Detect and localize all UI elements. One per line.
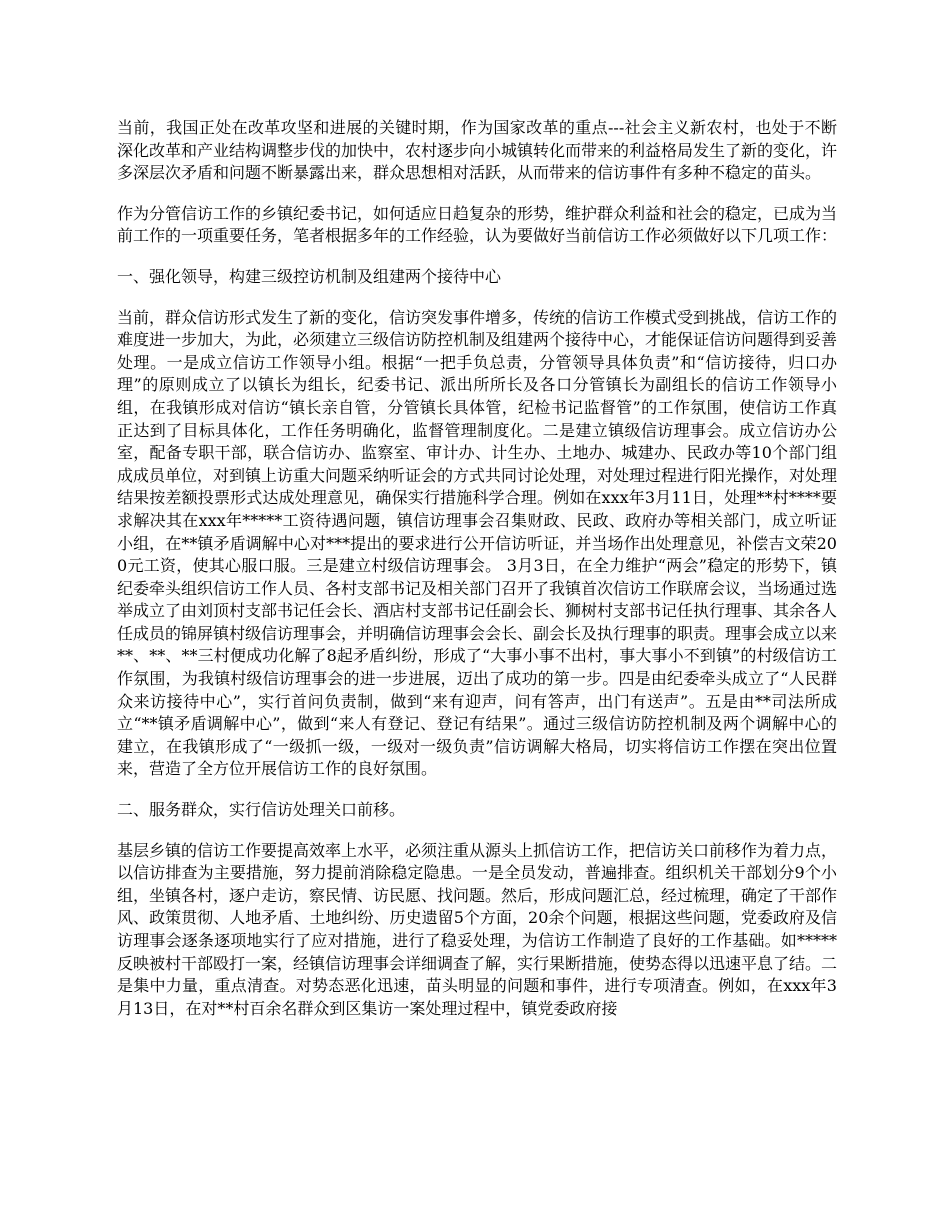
section-heading-2: 二、服务群众，实行信访处理关口前移。 (117, 800, 406, 820)
section-1-body: 当前，群众信访形式发生了新的变化，信访突发事件增多，传统的信访工作模式受到挑战，信访工作的难度进一步加大，为此，必须建立三级信访防控机制及组建两个接待中心，才能保证信访问题得到妥善处理。一是成立信访工作领导小组。根据“一把手负总责，分管领导具体负责”和“信访接待，归口办理”的原则成立了以镇长为组长，纪委书记、派出所所长及各口分管镇长为副组长的信访工作领导小组，在我镇形成对信访“镇长亲自管，分管镇长具体管，纪检书记监督管”的工作氛围，使信访工作真正达到了目标具体化，工作任务明确化，监督管理制度化。二是建立镇级信访理事会。成立信访办公室，配备专职干部，联合信访办、监察室、审计办、计生办、土地办、城建办、民政办等10个部门组成成员单位，对到镇上访重大问题采纳听证会的方式共同讨论处理，对处理过程进行阳光操作，对处理结果按差额投票形式达成处理意见，确保实行措施科学合理。例如在xxx年3月11日，处理**村****要求解决其在xxx年*****工资待遇问题，镇信访理事会召集财政、民政、政府办等相关部门，成立听证小组，在**镇矛盾调解中心对***提出的要求进行公开信访听证，并当场作出处理意见，补偿吉文荣200元工资，使其心服口服。三是建立村级信访理事会。 3月3日，在全力维护“两会”稳定的形势下，镇纪委牵头组织信访工作人员、各村支部书记及相关部门召开了我镇首次信访工作联席会议，当场通过选举成立了由刘顶村支部书记任会长、酒店村支部书记任副会长、狮树村支部书记任执行理事、其余各人任成员的锦屏镇村级信访理事会，并明确信访理事会会长、副会长及执行理事的职责。理事会成立以来**、**、**三村便成功化解了8起矛盾纠纷，形成了“大事小事不出村，事大事小不到镇”的村级信访工作氛围，为我镇村级信访理事会的进一步进展，迈出了成功的第一步。四是由纪委牵头成立了“人民群众来访接待中心”，实行首问负责制，做到“来有迎声，问有答声，出门有送声”。五是由**司法所成立“**镇矛盾调解中心”，做到“来人有登记、登记有结果”。通过三级信访防控机制及两个调解中心的建立，在我镇形成了“一级抓一级，一级对一级负责”信访调解大格局，切实将信访工作摆在突出位置来，营造了全方位开展信访工作的良好氛围。 (117, 307, 838, 779)
section-heading-1: 一、强化领导，构建三级控访机制及组建两个接待中心 (117, 266, 502, 286)
intro-paragraph: 当前，我国正处在改革攻坚和进展的关键时期，作为国家改革的重点---社会主义新农村，也处于不断深化改革和产业结构调整步伐的加快中，农村逐步向小城镇转化而带来的利益格局发生了新的变化，许多深层次矛盾和问题不断暴露出来，群众思想相对活跃，从而带来的信访事件有多种不稳定的苗头。 (117, 118, 838, 183)
purpose-paragraph: 作为分管信访工作的乡镇纪委书记，如何适应日趋复杂的形势，维护群众利益和社会的稳定，已成为当前工作的一项重要任务，笔者根据多年的工作经验，认为要做好当前信访工作必须做好以下几项工作： (117, 203, 838, 246)
section-2-body: 基层乡镇的信访工作要提高效率上水平，必须注重从源头上抓信访工作，把信访关口前移作为着力点，以信访排查为主要措施，努力提前消除稳定隐患。一是全员发动，普遍排查。组织机关干部划分9个小组，坐镇各村，逐户走访，察民情、访民愿、找问题。然后，形成问题汇总，经过梳理，确定了干部作风、政策贯彻、人地矛盾、土地纠纷、历史遗留5个方面，20余个问题，根据这些问题，党委政府及信访理事会逐条逐项地实行了应对措施，进行了稳妥处理，为信访工作制造了良好的工作基础。如*****反映被村干部殴打一案，经镇信访理事会详细调查了解，实行果断措施，使势态得以迅速平息了结。二是集中力量，重点清查。对势态恶化迅速，苗头明显的问题和事件，进行专项清查。例如，在xxx年3月13日，在对**村百余名群众到区集访一案处理过程中，镇党委政府接 (117, 840, 838, 1018)
document-page (117, 117, 837, 1038)
